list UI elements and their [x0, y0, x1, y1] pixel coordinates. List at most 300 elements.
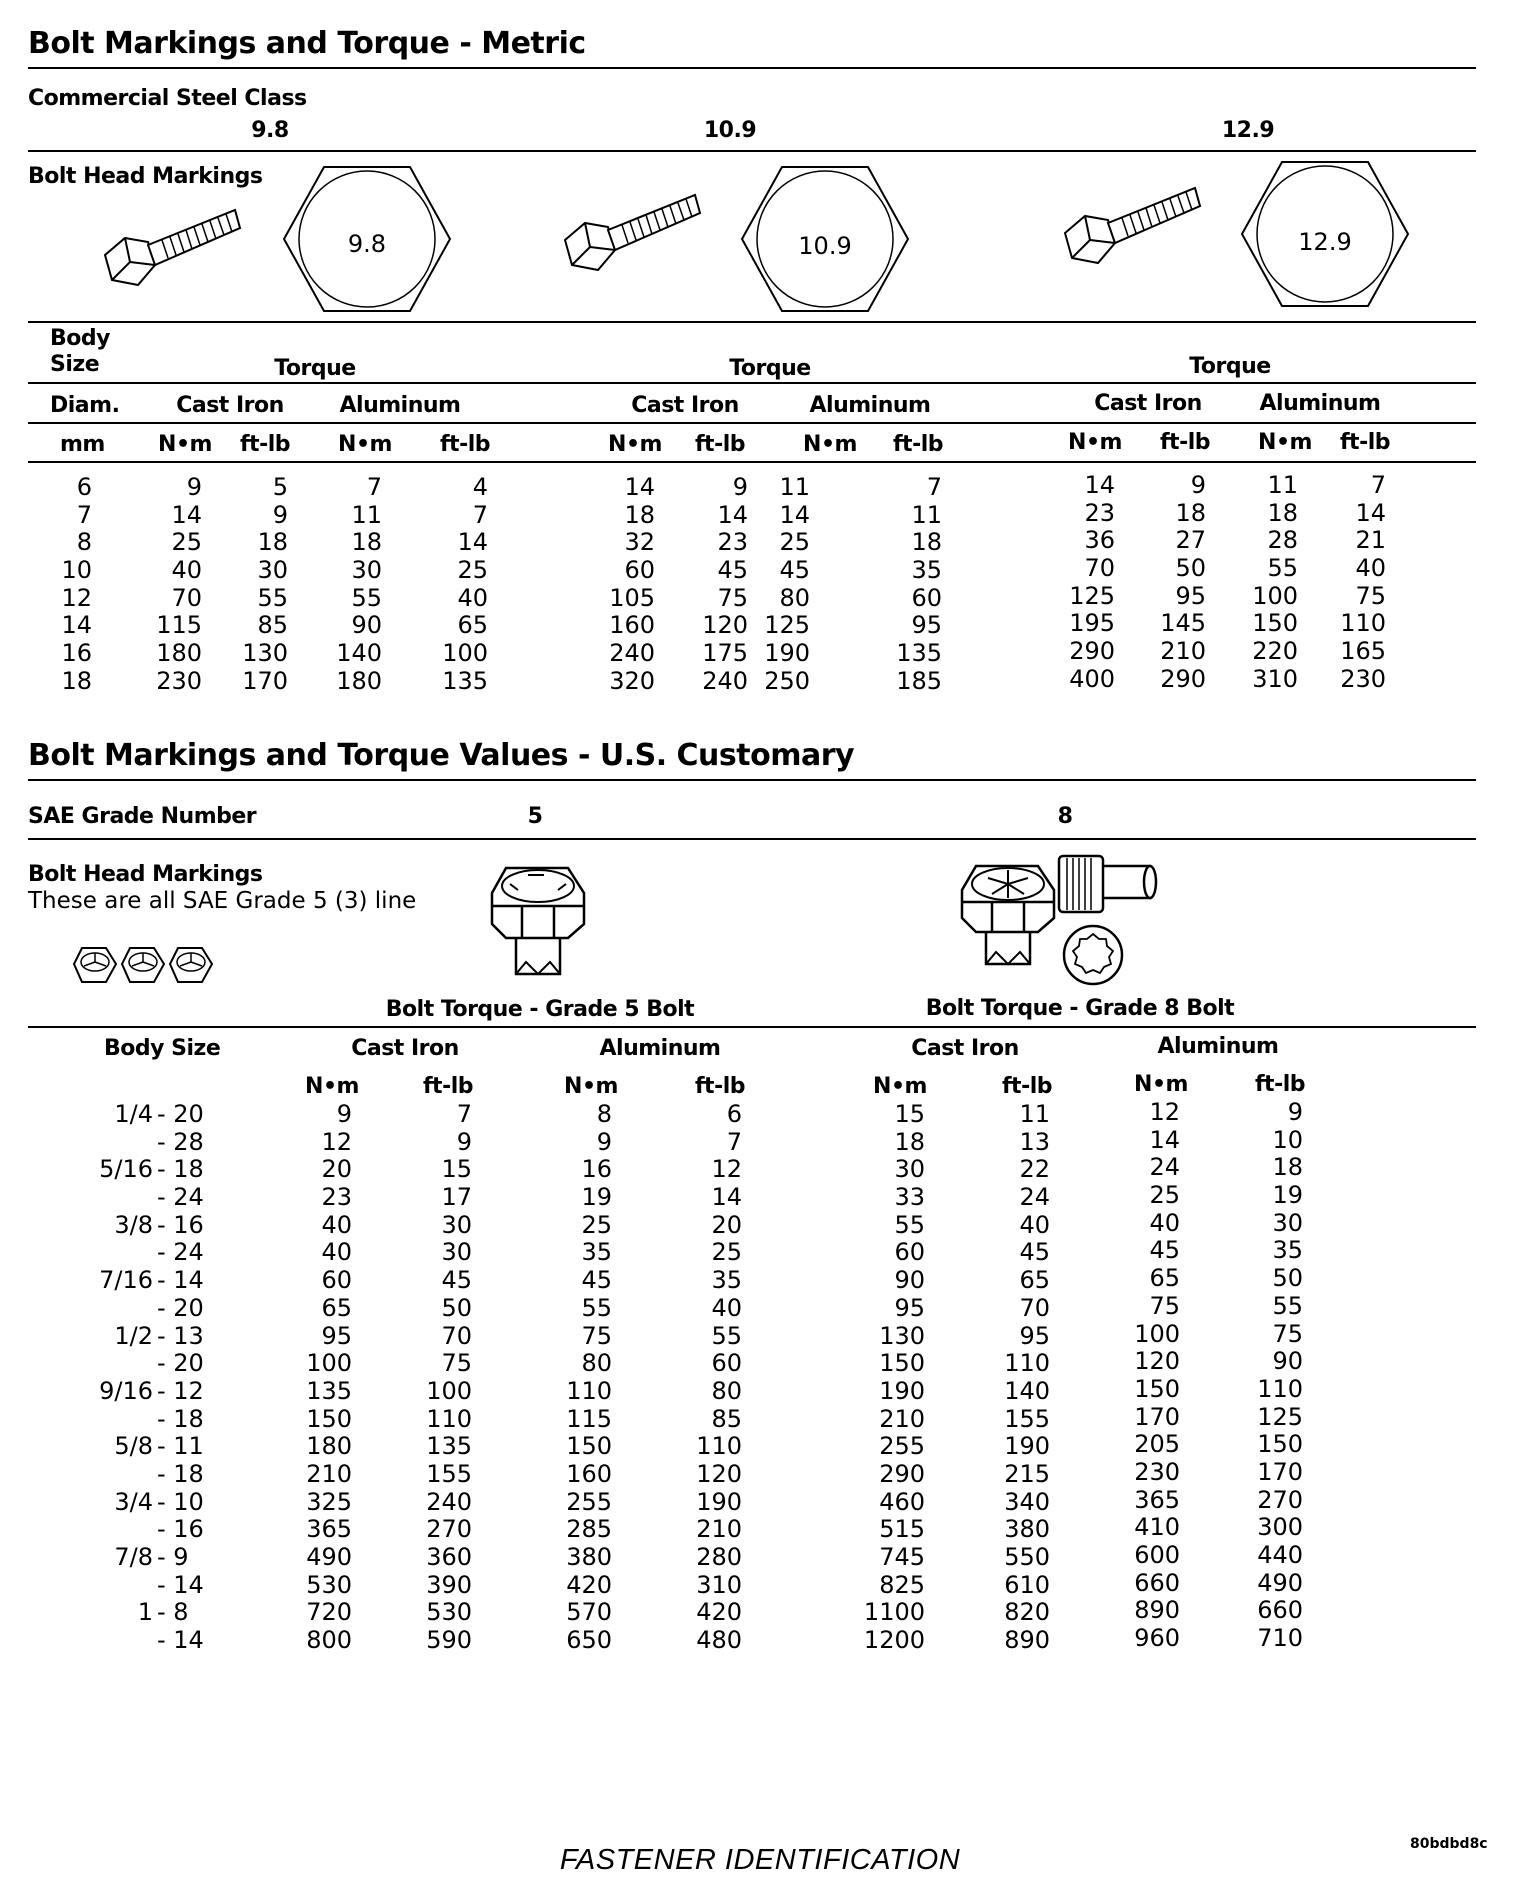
table-cell: 390 — [426, 1570, 472, 1599]
table-cell: 270 — [1257, 1485, 1303, 1514]
table-cell: 9/16 — [99, 1376, 153, 1405]
table-cell: 155 — [426, 1459, 472, 1488]
table-cell: 95 — [1019, 1321, 1050, 1350]
divider — [28, 1026, 1476, 1028]
us-col-g8-al-ftlb — [1213, 1099, 1303, 1653]
table-cell: 365 — [306, 1515, 352, 1544]
table-cell: 8 — [596, 1100, 612, 1128]
metric-col-ci129-nm — [1035, 472, 1115, 694]
table-cell: 135 — [442, 666, 488, 695]
us-col-g5-al-ftlb — [652, 1101, 742, 1655]
table-cell: 180 — [336, 666, 382, 695]
ftlb-label: ft-lb — [1339, 430, 1390, 455]
aluminum-label: Aluminum — [1259, 391, 1381, 416]
table-cell: 660 — [1257, 1596, 1303, 1625]
table-cell: 190 — [1004, 1432, 1050, 1461]
table-cell — [63, 1129, 153, 1157]
table-cell: 16 — [61, 639, 92, 668]
diam-label: Diam. — [50, 393, 120, 418]
table-cell: - 18 — [157, 1459, 204, 1488]
table-cell: 24 — [1019, 1183, 1050, 1212]
table-cell: 7 — [726, 1127, 742, 1156]
table-cell: 9 — [336, 1100, 352, 1128]
table-cell: 14 — [457, 528, 488, 557]
table-cell: 720 — [306, 1598, 352, 1627]
grade-8-label: 8 — [1057, 804, 1073, 829]
table-cell: 250 — [764, 666, 810, 695]
nm-label: N•m — [305, 1074, 359, 1099]
class-9-8-label: 9.8 — [251, 118, 289, 143]
table-cell: 120 — [1134, 1347, 1180, 1376]
table-cell: 325 — [306, 1487, 352, 1516]
table-cell: 50 — [1175, 554, 1206, 583]
us-col-g8-al-nm — [1090, 1099, 1180, 1653]
nm-label: N•m — [1258, 430, 1312, 455]
grade-8-bolt-icon — [958, 850, 1058, 970]
table-cell: 210 — [879, 1404, 925, 1433]
divider — [28, 461, 1476, 463]
table-cell: 1200 — [863, 1626, 925, 1655]
table-cell: 9 — [596, 1127, 612, 1156]
table-cell: 55 — [257, 583, 288, 612]
table-cell: 4 — [472, 473, 488, 501]
table-cell: 150 — [306, 1404, 352, 1433]
table-cell: 40 — [457, 583, 488, 612]
metric-col-ci98-nm — [122, 474, 202, 696]
metric-col-al129-ftlb — [1306, 472, 1386, 694]
table-cell: 45 — [717, 556, 748, 585]
table-cell: 1100 — [863, 1598, 925, 1627]
cast-iron-label: Cast Iron — [631, 393, 739, 418]
table-cell: 85 — [257, 611, 288, 640]
metric-col-al129-nm — [1218, 472, 1298, 694]
nm-label: N•m — [873, 1074, 927, 1099]
table-cell: - 20 — [157, 1293, 204, 1322]
table-cell: 9 — [272, 500, 288, 529]
table-cell: 100 — [426, 1376, 472, 1405]
table-cell: 23 — [321, 1183, 352, 1212]
table-cell: 380 — [566, 1543, 612, 1571]
table-cell: 12 — [1149, 1098, 1180, 1126]
table-cell: 45 — [779, 556, 810, 585]
table-cell: 360 — [426, 1543, 472, 1571]
commercial-steel-class-label: Commercial Steel Class — [28, 86, 307, 111]
footer-caption: FASTENER IDENTIFICATION — [559, 1844, 961, 1876]
table-cell: 7 — [926, 473, 942, 501]
table-cell: 210 — [1160, 637, 1206, 666]
table-cell: - 13 — [157, 1321, 204, 1350]
table-cell: 135 — [426, 1432, 472, 1461]
table-cell: 7/8 — [114, 1543, 153, 1571]
table-cell: 170 — [1257, 1457, 1303, 1486]
table-cell: 100 — [1134, 1319, 1180, 1348]
table-cell: - 16 — [157, 1515, 204, 1544]
table-cell: 3/8 — [114, 1210, 153, 1239]
hex-head-12-9-label: 12.9 — [1298, 228, 1352, 256]
table-cell: 1/2 — [114, 1321, 153, 1350]
table-cell: 75 — [441, 1349, 472, 1378]
bolt-side-view-icon — [100, 200, 250, 295]
table-cell: 18 — [61, 666, 92, 695]
table-cell: 5 — [272, 473, 288, 501]
table-cell: 6 — [726, 1100, 742, 1128]
table-cell: - 14 — [157, 1570, 204, 1599]
table-cell — [63, 1184, 153, 1212]
table-cell: 255 — [566, 1487, 612, 1516]
table-cell: 9 — [456, 1127, 472, 1156]
table-cell: 18 — [911, 528, 942, 557]
table-cell: 745 — [879, 1543, 925, 1571]
table-cell: 710 — [1257, 1624, 1303, 1653]
bolt-side-view-icon — [560, 185, 710, 280]
table-cell: - 20 — [157, 1349, 204, 1378]
table-cell: 95 — [1175, 581, 1206, 610]
table-cell: 60 — [711, 1349, 742, 1378]
table-cell: 145 — [1160, 609, 1206, 638]
table-cell: 27 — [1175, 526, 1206, 555]
table-cell: 9 — [732, 473, 748, 501]
table-cell: 18 — [1272, 1153, 1303, 1182]
divider — [28, 422, 1476, 424]
table-cell: - 10 — [157, 1487, 204, 1516]
table-cell: 480 — [696, 1626, 742, 1655]
ftlb-label: ft-lb — [239, 432, 290, 457]
metric-head-markings-label: Bolt Head Markings — [28, 164, 263, 189]
table-cell: 150 — [1257, 1430, 1303, 1459]
table-cell: 515 — [879, 1515, 925, 1544]
table-cell: 50 — [441, 1293, 472, 1322]
table-cell: 530 — [426, 1598, 472, 1627]
table-cell: 155 — [1004, 1404, 1050, 1433]
table-cell: 125 — [1257, 1402, 1303, 1431]
table-cell: 380 — [1004, 1515, 1050, 1544]
table-cell: 140 — [1004, 1376, 1050, 1405]
table-cell: 9 — [1190, 471, 1206, 499]
table-cell: 195 — [1069, 609, 1115, 638]
table-cell: 40 — [1019, 1210, 1050, 1239]
table-cell: 35 — [1272, 1236, 1303, 1265]
table-cell: 30 — [351, 556, 382, 585]
table-cell: 660 — [1134, 1568, 1180, 1597]
hex-head-9-8-label: 9.8 — [347, 230, 387, 258]
table-cell: - 8 — [157, 1598, 189, 1627]
image-code: 80bdbd8c — [1410, 1836, 1488, 1852]
aluminum-label: Aluminum — [809, 393, 931, 418]
table-cell: 75 — [1355, 581, 1386, 610]
table-cell: - 18 — [157, 1155, 204, 1184]
table-cell: 95 — [894, 1293, 925, 1322]
table-cell: 130 — [242, 639, 288, 668]
table-cell: 825 — [879, 1570, 925, 1599]
metric-col-al98-ftlb — [408, 474, 488, 696]
table-cell: 215 — [1004, 1459, 1050, 1488]
table-cell: - 14 — [157, 1626, 204, 1655]
table-cell: 12 — [61, 583, 92, 612]
grade-5-bolt-icon — [488, 858, 588, 978]
cast-iron-label: Cast Iron — [351, 1036, 459, 1061]
divider — [28, 67, 1476, 69]
table-cell: 1/4 — [114, 1100, 153, 1128]
table-cell: 45 — [581, 1266, 612, 1295]
ftlb-label: ft-lb — [1254, 1072, 1305, 1097]
table-cell: 65 — [321, 1293, 352, 1322]
table-cell — [63, 1572, 153, 1600]
table-cell: 75 — [717, 583, 748, 612]
nm-label: N•m — [803, 432, 857, 457]
table-cell: 30 — [894, 1155, 925, 1184]
aluminum-label: Aluminum — [599, 1036, 721, 1061]
ftlb-label: ft-lb — [422, 1074, 473, 1099]
table-cell: 150 — [566, 1432, 612, 1461]
table-cell: 25 — [1149, 1181, 1180, 1210]
table-cell: 80 — [711, 1376, 742, 1405]
table-cell: 55 — [1272, 1291, 1303, 1320]
nm-label: N•m — [158, 432, 212, 457]
table-cell: 14 — [717, 500, 748, 529]
table-cell: 290 — [1069, 637, 1115, 666]
table-cell: 11 — [351, 500, 382, 529]
table-cell: 75 — [1149, 1291, 1180, 1320]
table-cell: 135 — [306, 1376, 352, 1405]
table-cell: 125 — [764, 611, 810, 640]
torque-label-12-9: Torque — [1189, 354, 1271, 379]
hex-head-10-9-label: 10.9 — [798, 232, 852, 260]
table-cell: - 16 — [157, 1210, 204, 1239]
table-cell: 80 — [779, 583, 810, 612]
table-cell: 800 — [306, 1626, 352, 1655]
table-cell: 5/16 — [99, 1155, 153, 1184]
nm-label: N•m — [1134, 1072, 1188, 1097]
table-cell — [63, 1406, 153, 1434]
us-col-g5-al-nm — [522, 1101, 612, 1655]
table-cell: 210 — [306, 1459, 352, 1488]
table-cell: 18 — [1175, 498, 1206, 527]
table-cell: 14 — [1149, 1125, 1180, 1154]
table-cell: 14 — [61, 611, 92, 640]
table-cell: 11 — [779, 473, 810, 501]
table-cell: 40 — [1355, 554, 1386, 583]
twelve-point-socket-icon — [1060, 922, 1126, 988]
us-title: Bolt Markings and Torque Values - U.S. Customary — [28, 738, 855, 773]
table-cell: 45 — [1019, 1238, 1050, 1267]
divider — [28, 779, 1476, 781]
table-cell: 95 — [911, 611, 942, 640]
table-cell: 70 — [1019, 1293, 1050, 1322]
table-cell: 205 — [1134, 1430, 1180, 1459]
table-cell: 65 — [1149, 1264, 1180, 1293]
table-cell: 35 — [711, 1266, 742, 1295]
divider — [28, 150, 1476, 152]
table-cell: 11 — [1267, 471, 1298, 499]
table-cell: 150 — [1252, 609, 1298, 638]
table-cell: 135 — [896, 639, 942, 668]
table-cell: 210 — [696, 1515, 742, 1544]
table-cell: 21 — [1355, 526, 1386, 555]
table-cell: 33 — [894, 1183, 925, 1212]
nm-label: N•m — [338, 432, 392, 457]
table-cell: 15 — [894, 1100, 925, 1128]
table-cell: 65 — [457, 611, 488, 640]
table-cell: 95 — [321, 1321, 352, 1350]
metric-col-ci98-ftlb — [208, 474, 288, 696]
table-cell: 45 — [1149, 1236, 1180, 1265]
metric-col-diam-mm — [12, 474, 92, 696]
table-cell: 570 — [566, 1598, 612, 1627]
table-cell: 125 — [1069, 581, 1115, 610]
table-cell: 240 — [609, 639, 655, 668]
table-cell: 100 — [1252, 581, 1298, 610]
table-cell: 10 — [61, 556, 92, 585]
table-cell: 50 — [1272, 1264, 1303, 1293]
table-cell: 230 — [1134, 1457, 1180, 1486]
table-cell: 160 — [609, 611, 655, 640]
table-cell: 400 — [1069, 664, 1115, 693]
table-cell: 280 — [696, 1543, 742, 1571]
table-cell: 18 — [351, 528, 382, 557]
table-cell: 90 — [1272, 1347, 1303, 1376]
table-cell: 190 — [696, 1487, 742, 1516]
table-cell: 25 — [711, 1238, 742, 1267]
table-cell — [63, 1350, 153, 1378]
table-cell: 150 — [1134, 1374, 1180, 1403]
table-cell: 110 — [696, 1432, 742, 1461]
table-cell: 40 — [321, 1238, 352, 1267]
table-cell: 7 — [456, 1100, 472, 1128]
us-col-g8-ci-nm — [835, 1101, 925, 1655]
table-cell: 650 — [566, 1626, 612, 1655]
table-cell: 75 — [1272, 1319, 1303, 1348]
table-cell: 8 — [76, 528, 92, 557]
table-cell: 18 — [257, 528, 288, 557]
table-cell: 14 — [1084, 471, 1115, 499]
metric-col-ci109-nm — [575, 474, 655, 696]
table-cell: 35 — [581, 1238, 612, 1267]
table-cell: 7 — [1370, 471, 1386, 499]
table-cell: 240 — [702, 666, 748, 695]
table-cell: 5/8 — [114, 1432, 153, 1461]
table-cell: 285 — [566, 1515, 612, 1544]
table-cell: 1 — [137, 1598, 153, 1627]
table-cell: 14 — [711, 1183, 742, 1212]
table-cell: - 14 — [157, 1266, 204, 1295]
table-cell: 420 — [696, 1598, 742, 1627]
table-cell: 190 — [879, 1376, 925, 1405]
cast-iron-label: Cast Iron — [176, 393, 284, 418]
us-body-size-label: Body Size — [104, 1036, 221, 1061]
table-cell: 45 — [441, 1266, 472, 1295]
table-cell: 40 — [1149, 1208, 1180, 1237]
table-cell: - 20 — [157, 1100, 204, 1128]
table-cell: 60 — [321, 1266, 352, 1295]
table-cell: 19 — [1272, 1181, 1303, 1210]
table-cell: 230 — [156, 666, 202, 695]
bolt-side-view-icon — [1060, 178, 1210, 273]
ftlb-label: ft-lb — [694, 432, 745, 457]
table-cell: 180 — [156, 639, 202, 668]
table-cell: 40 — [171, 556, 202, 585]
table-cell: 18 — [624, 500, 655, 529]
table-cell: 960 — [1134, 1624, 1180, 1653]
table-cell: 290 — [1160, 664, 1206, 693]
us-col-g8-ci-ftlb — [960, 1101, 1050, 1655]
table-cell: 18 — [1267, 498, 1298, 527]
table-cell: 25 — [581, 1210, 612, 1239]
table-cell: 150 — [879, 1349, 925, 1378]
table-cell — [63, 1461, 153, 1489]
nm-label: N•m — [1068, 430, 1122, 455]
table-cell: 170 — [242, 666, 288, 695]
table-cell: 11 — [1019, 1100, 1050, 1128]
table-cell: - 28 — [157, 1127, 204, 1156]
nm-label: N•m — [608, 432, 662, 457]
table-cell: 14 — [624, 473, 655, 501]
table-cell: 32 — [624, 528, 655, 557]
grade-5-label: 5 — [527, 804, 543, 829]
table-cell: 7 — [472, 500, 488, 529]
table-cell: 24 — [1149, 1153, 1180, 1182]
table-cell: 55 — [581, 1293, 612, 1322]
table-cell: - 24 — [157, 1238, 204, 1267]
table-cell: 70 — [171, 583, 202, 612]
table-cell: 3/4 — [114, 1487, 153, 1516]
table-cell: 23 — [717, 528, 748, 557]
table-cell: 190 — [764, 639, 810, 668]
mm-label: mm — [60, 432, 105, 457]
table-cell: 16 — [581, 1155, 612, 1184]
table-cell: 13 — [1019, 1127, 1050, 1156]
table-cell: 490 — [1257, 1568, 1303, 1597]
table-cell: 175 — [702, 639, 748, 668]
grade-8-torque-title: Bolt Torque - Grade 8 Bolt — [925, 996, 1235, 1021]
table-cell: - 18 — [157, 1404, 204, 1433]
table-cell: 270 — [426, 1515, 472, 1544]
grade-5-torque-title: Bolt Torque - Grade 5 Bolt — [385, 997, 695, 1022]
table-cell: 25 — [171, 528, 202, 557]
ftlb-label: ft-lb — [892, 432, 943, 457]
table-cell: 590 — [426, 1626, 472, 1655]
table-cell: - 11 — [157, 1432, 204, 1461]
table-cell: 410 — [1134, 1513, 1180, 1542]
ftlb-label: ft-lb — [1001, 1074, 1052, 1099]
table-cell: 220 — [1252, 637, 1298, 666]
table-cell: 340 — [1004, 1487, 1050, 1516]
metric-title: Bolt Markings and Torque - Metric — [28, 26, 586, 61]
us-head-markings-label: Bolt Head Markings — [28, 862, 263, 887]
table-cell: - 12 — [157, 1376, 204, 1405]
table-cell: 610 — [1004, 1570, 1050, 1599]
table-cell — [63, 1295, 153, 1323]
class-10-9-label: 10.9 — [703, 118, 757, 143]
table-cell: 460 — [879, 1487, 925, 1516]
table-cell: 55 — [351, 583, 382, 612]
table-cell: 230 — [1340, 664, 1386, 693]
table-cell: 90 — [351, 611, 382, 640]
table-cell: - 24 — [157, 1183, 204, 1212]
table-cell: - 9 — [157, 1543, 189, 1571]
ftlb-label: ft-lb — [1159, 430, 1210, 455]
ftlb-label: ft-lb — [694, 1074, 745, 1099]
table-cell: 17 — [441, 1183, 472, 1212]
table-cell: 20 — [711, 1210, 742, 1239]
table-cell: 85 — [711, 1404, 742, 1433]
table-cell: 890 — [1134, 1596, 1180, 1625]
table-cell: 110 — [426, 1404, 472, 1433]
cast-iron-label: Cast Iron — [911, 1036, 1019, 1061]
table-cell: 25 — [457, 556, 488, 585]
table-cell: 160 — [566, 1459, 612, 1488]
table-cell: 18 — [894, 1127, 925, 1156]
divider — [28, 321, 1476, 323]
